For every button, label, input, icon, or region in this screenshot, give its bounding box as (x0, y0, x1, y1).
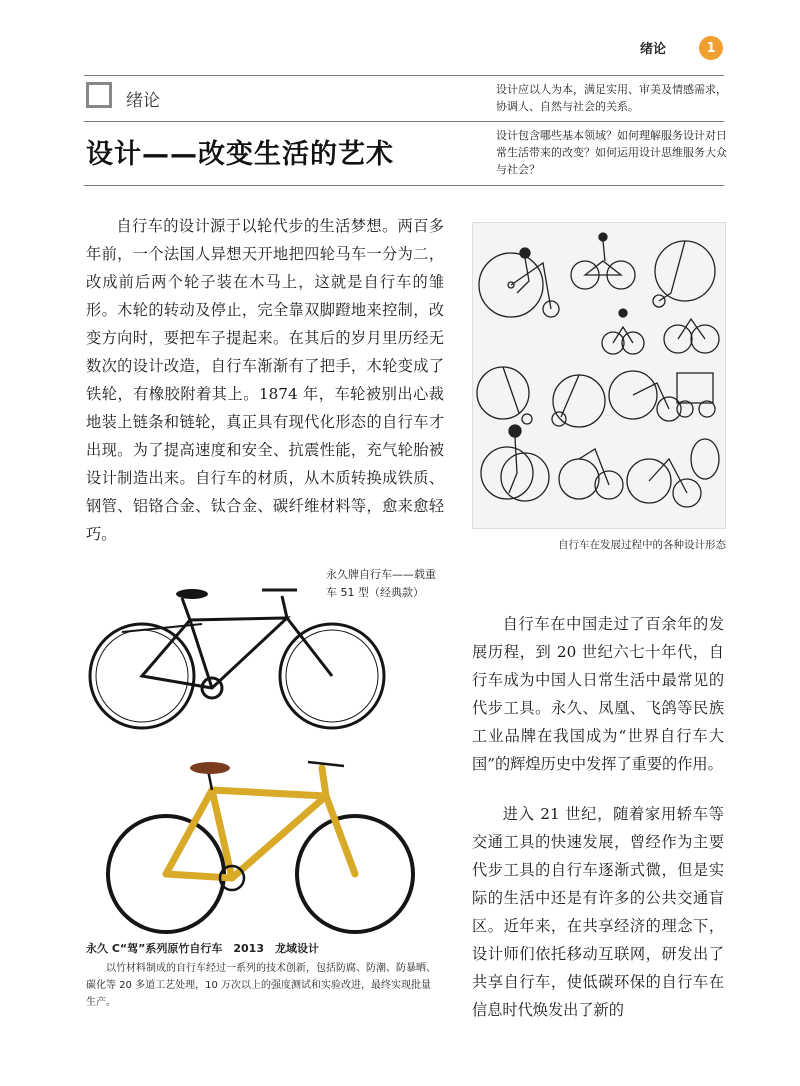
side-note-1: 设计应以人为本，满足实用、审美及情感需求，协调人、自然与社会的关系。 (496, 83, 727, 113)
black-classic-bicycle (82, 578, 390, 738)
side-note-2: 设计包含哪些基本领域？如何理解服务设计对日常生活带来的改变？如何运用设计思维服务大众与社会？ (496, 129, 727, 176)
page-number: 1 (699, 36, 723, 60)
bamboo-bicycle (100, 748, 422, 940)
body-paragraph-1: 自行车的设计源于以轮代步的生活梦想。两百多年前，一个法国人异想天开地把四轮马车一分为二，改成前后两个轮子装在木马上，这就是自行车的雏形。木轮的转动及停止，完全靠双脚蹬地来控制，改变方向时，要把车子提起来。在其后的岁月里历经无数次的设计改造，自行车渐渐有了把手，木轮变成了铁轮，有橡胶附着其上。1874 年，车轮被别出心裁地装上链条和链轮，真正具有现代化形态的自行车才出现。为了提高速度和安全、抗震性能，充气轮胎被设计制造出来。自行车的材质，从木质转换成铁质、钢管、铝铬合金、钛合金、碳纤维材料等，愈来愈轻巧。 (86, 217, 444, 543)
black-bike-caption: 永久牌自行车——载重车 51 型（经典款） (326, 568, 436, 599)
body-paragraph-2: 自行车在中国走过了百余年的发展历程，到 20 世纪六七十年代，自行车成为中国人日常生活中最常见的代步工具。永久、凤凰、飞鸽等民族工业品牌在我国成为“世界自行车大国”的辉煌历史中发挥了重要的作用。 (472, 615, 724, 773)
engraving-illustration (473, 223, 725, 528)
bamboo-bike-caption: 永久 C“驾”系列原竹自行车 2013 龙域设计 (86, 942, 319, 955)
engraving-caption: 自行车在发展过程中的各种设计形态 (558, 539, 726, 551)
bamboo-bike-description: 以竹材料制成的自行车经过一系列的技术创新，包括防腐、防潮、防暴晒、碳化等 20 多道工艺处理，10 万次以上的强度测试和实验改进，最终实现批量生产。 (86, 963, 436, 1008)
chapter-label: 绪论 (126, 91, 160, 111)
top-rule (84, 75, 724, 76)
middle-rule (84, 121, 724, 122)
chapter-title: 设计——改变生活的艺术 (86, 139, 394, 170)
bicycle-history-engraving (472, 222, 726, 529)
running-header: 绪论 (640, 42, 667, 57)
bottom-rule (84, 185, 724, 186)
chapter-square-icon (86, 82, 112, 108)
body-paragraph-3: 进入 21 世纪，随着家用轿车等交通工具的快速发展，曾经作为主要代步工具的自行车逐渐式微，但是实际的生活中还是有许多的公共交通盲区。近年来，在共享经济的理念下，设计师们依托移动互联网，研发出了共享自行车，使低碳环保的自行车在信息时代焕发出了新的 (472, 805, 724, 1019)
